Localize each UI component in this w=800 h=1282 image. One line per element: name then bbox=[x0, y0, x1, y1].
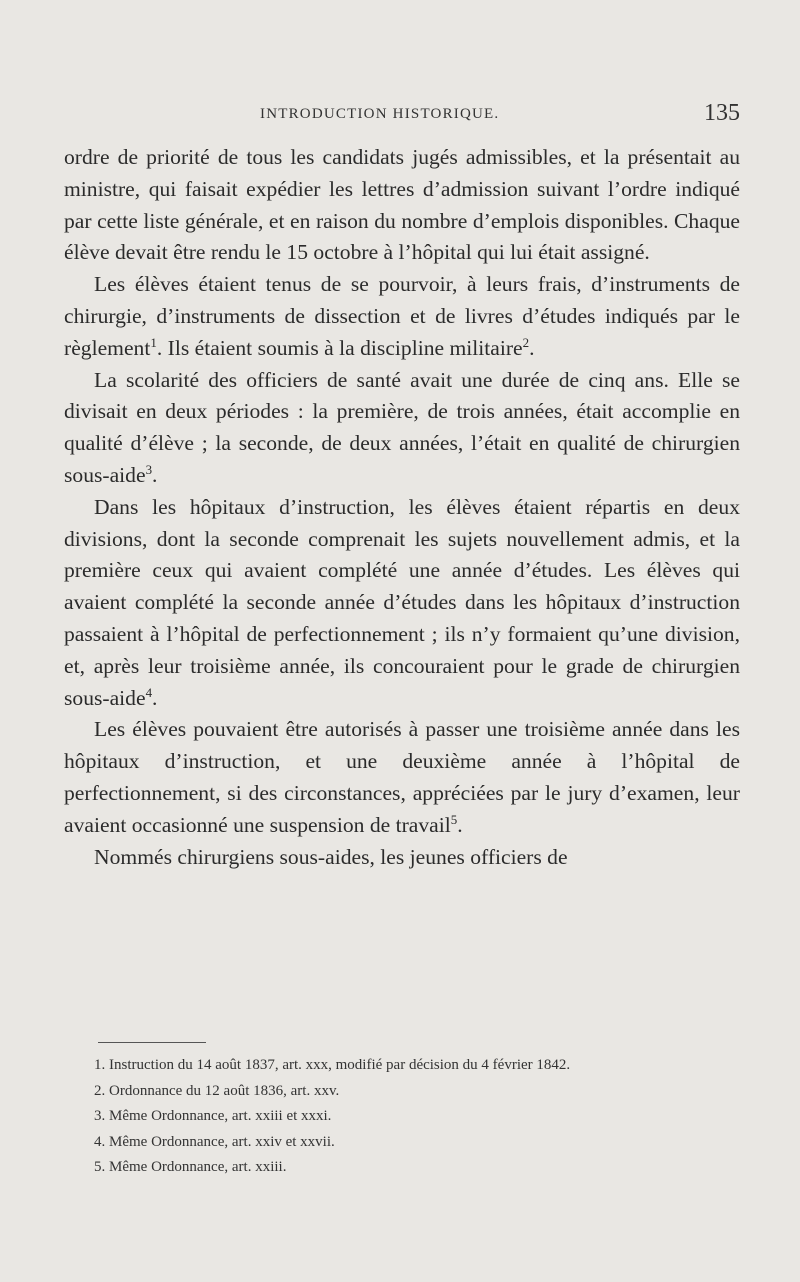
paragraph-text: Les élèves pouvaient être autorisés à passer une troisième année dans les hôpitaux d’instruction, et une deuxième année à l’hôpital de perfectionnement, si des circonstances, appréciées par le jury d’examen, leur avaient occasionné une suspension de travail bbox=[64, 717, 740, 837]
footnote-reference: 4 bbox=[145, 684, 153, 700]
paragraph bbox=[64, 714, 740, 841]
footnote: 2. Ordonnance du 12 août 1836, art. xxv. bbox=[94, 1082, 340, 1099]
paragraph-text: Dans les hôpitaux d’instruction, les élèves étaient répartis en deux divisions, dont la seconde comprenait les sujets nouvellement admis, et la première ceux qui avaient complété une année d’études. Les élèves qui avaient complété la seconde année d’études dans les hôpitaux d’instruction passaient à l’hôpital de perfectionnement ; ils n’y formaient qu’une division, et, après leur troisième année, ils concouraient pour le grade de chirurgien sous-aide bbox=[64, 494, 740, 710]
paragraph-text: La scolarité des officiers de santé avait une durée de cinq ans. Elle se divisait en deux périodes : la première, de trois années, était accomplie en qualité d’élève ; la seconde, de deux années, l’était en qualité de chirurgien sous-aide bbox=[64, 367, 740, 487]
paragraph-text: . bbox=[152, 462, 158, 487]
paragraph-text: . bbox=[457, 812, 463, 837]
paragraph bbox=[64, 365, 740, 492]
paragraph-text: . bbox=[529, 335, 535, 360]
running-head bbox=[64, 100, 740, 130]
paragraph-text: . bbox=[152, 685, 158, 710]
paragraph bbox=[64, 269, 740, 364]
footnote: 3. Même Ordonnance, art. xxiii et xxxi. bbox=[94, 1108, 332, 1124]
paragraph-text: ordre de priorité de tous les candidats jugés admissibles, et la présentait au ministre, qui faisait expédier les lettres d’admission suivant l’ordre indiqué par cette liste générale, et en raison du nombre d’emplois disponibles. Chaque élève devait être rendu le 15 octobre à l’hôpital qui lui était assigné. bbox=[64, 145, 740, 265]
paragraph-text: Nommés chirurgiens sous-aides, les jeunes officiers de bbox=[94, 844, 568, 869]
running-head-title: INTRODUCTION HISTORIQUE. bbox=[260, 106, 500, 122]
footnotes bbox=[64, 1053, 740, 1181]
footnote-reference: 1 bbox=[150, 335, 157, 351]
footnote-reference: 2 bbox=[522, 335, 530, 351]
footnote-separator bbox=[98, 1042, 206, 1043]
paragraph-text: Les élèves étaient tenus de se pourvoir, à leurs frais, d’instruments de chirurgie, d’instruments de dissection et de livres d’études indiqués par le règlement bbox=[64, 272, 740, 360]
page-number: 135 bbox=[704, 100, 740, 126]
body-text bbox=[64, 142, 740, 873]
footnote: 5. Même Ordonnance, art. xxiii. bbox=[94, 1159, 287, 1175]
footnote-reference: 5 bbox=[450, 811, 458, 827]
paragraph bbox=[64, 142, 740, 269]
footnote: 4. Même Ordonnance, art. xxiv et xxvii. bbox=[94, 1133, 335, 1150]
paragraph bbox=[64, 842, 740, 874]
footnote: 1. Instruction du 14 août 1837, art. xxx, modifié par décision du 4 février 1842. bbox=[94, 1057, 571, 1073]
paragraph-text: . Ils étaient soumis à la discipline militaire bbox=[156, 335, 523, 360]
paragraph bbox=[64, 492, 740, 715]
footnote-reference: 3 bbox=[145, 462, 153, 478]
